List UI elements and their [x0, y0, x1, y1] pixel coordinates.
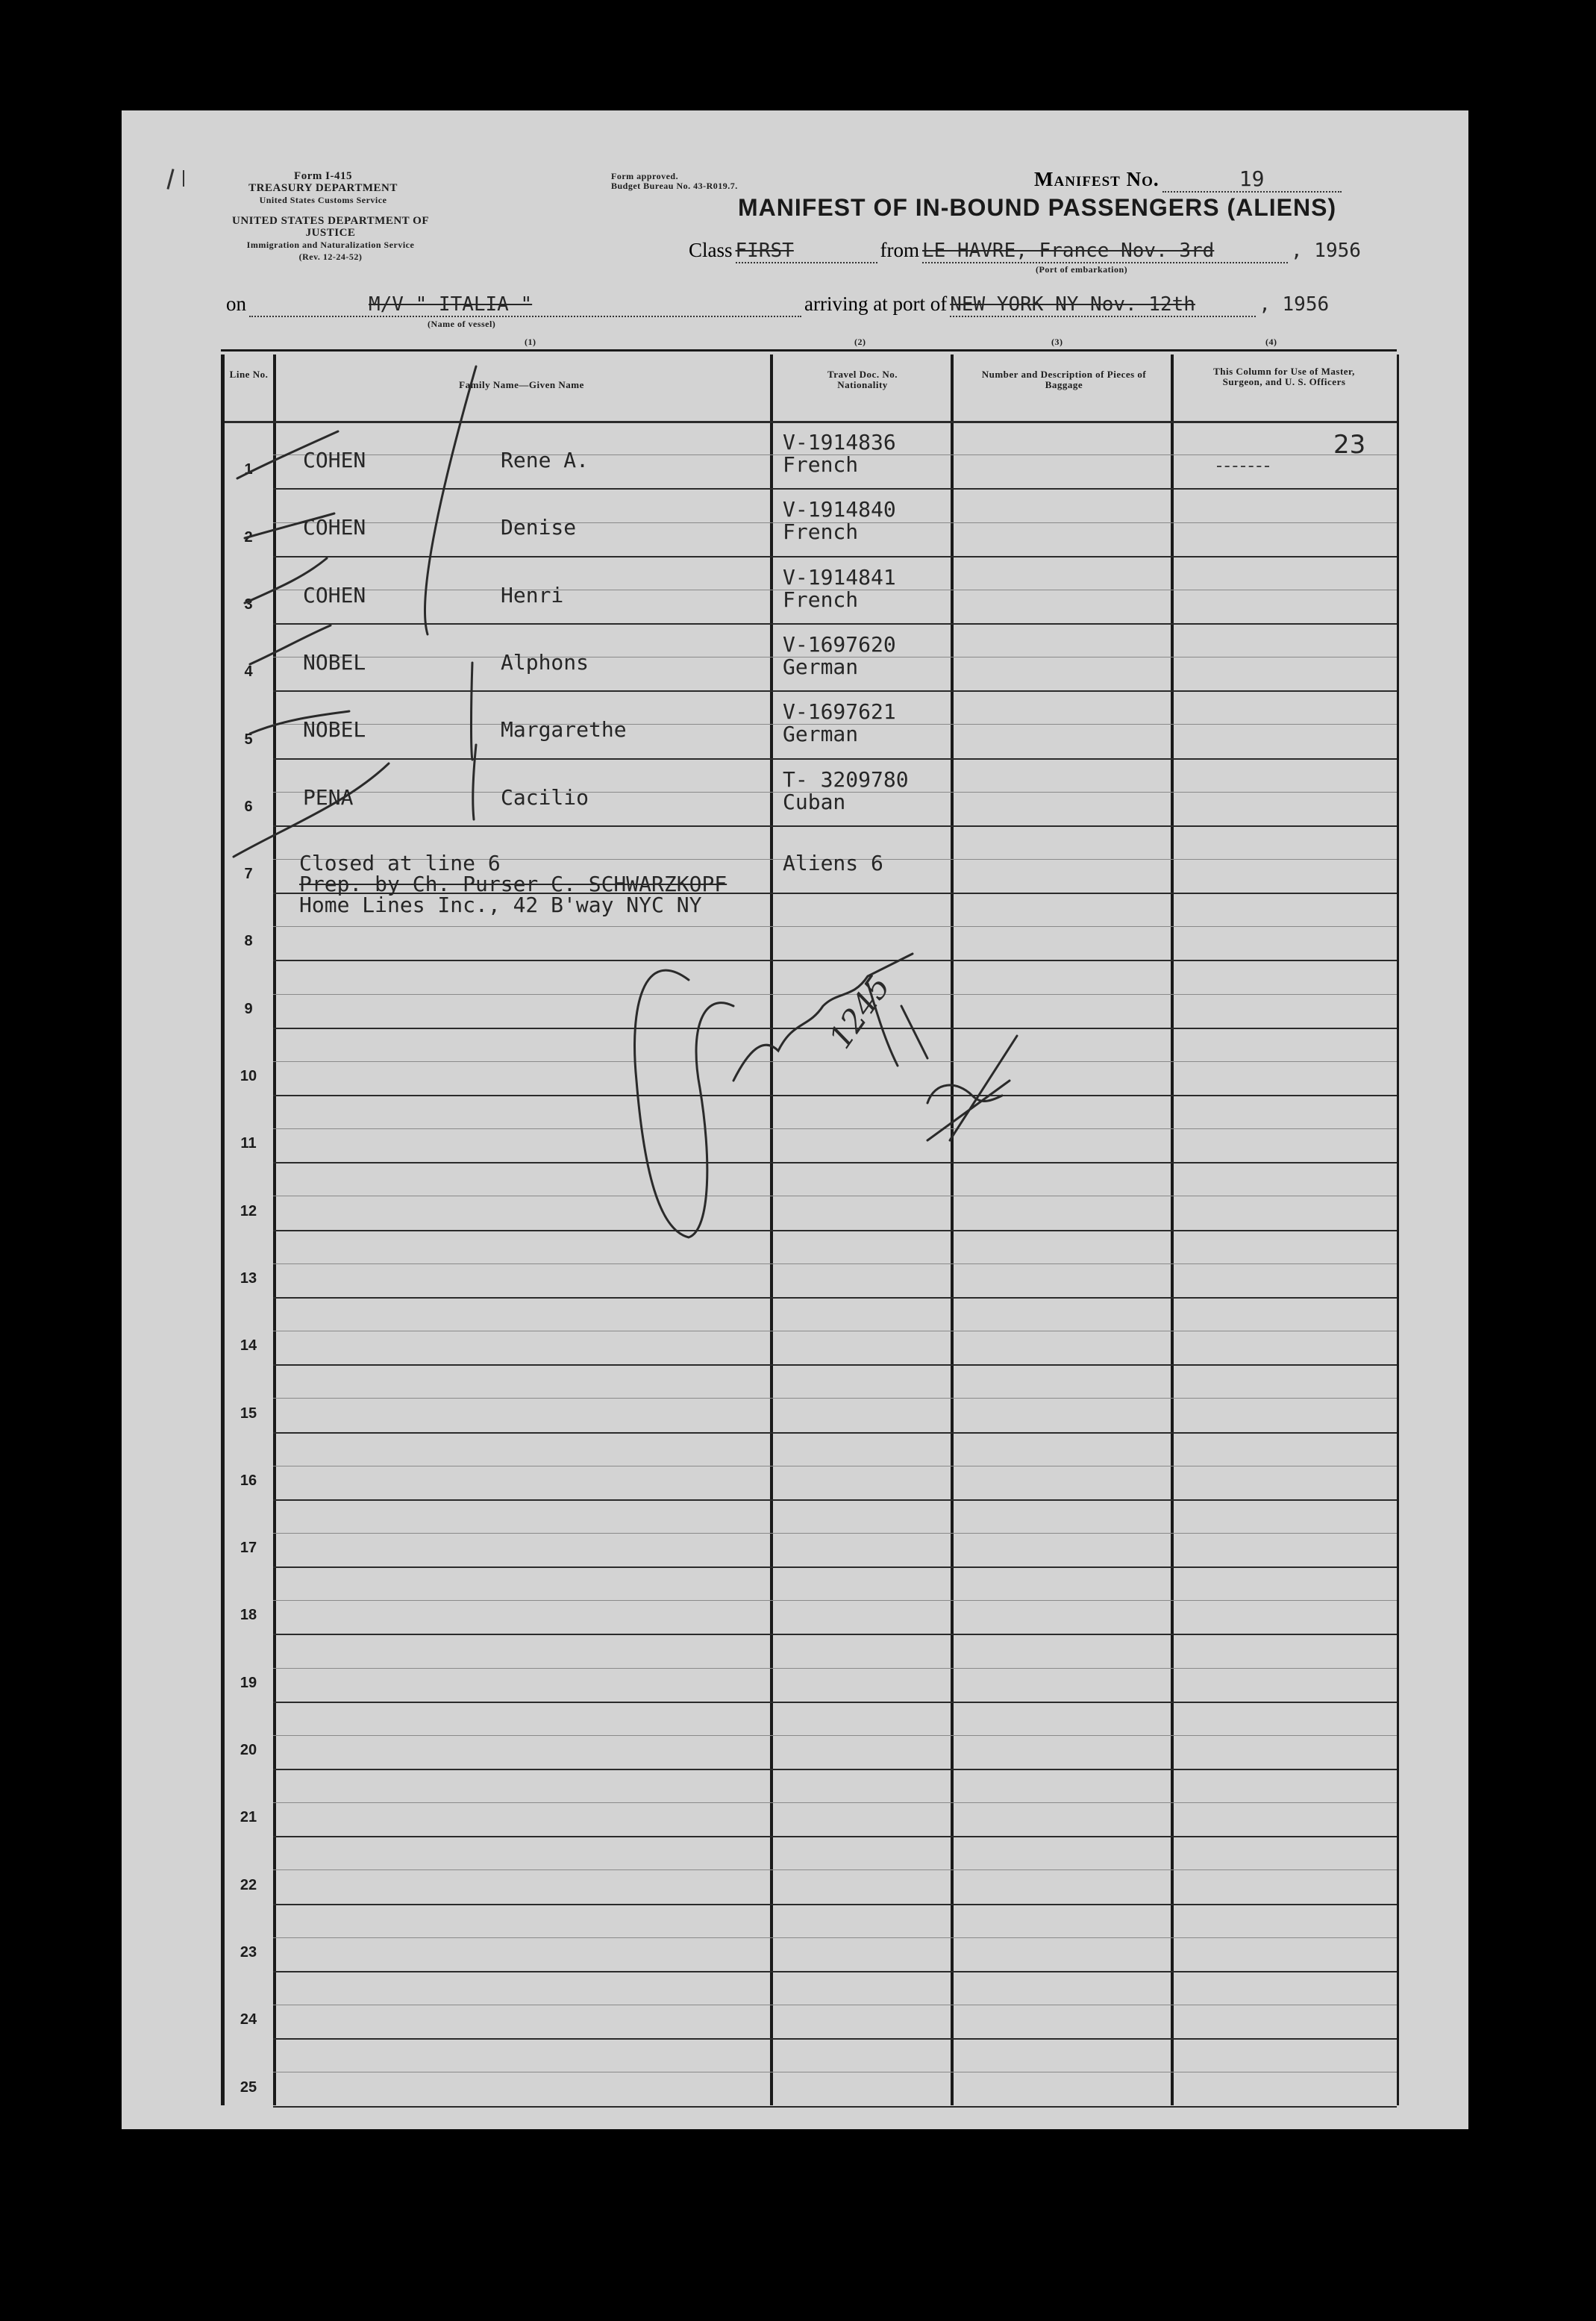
- travel-doc-number: V-1697620: [783, 631, 896, 657]
- officer-note: 23: [1333, 430, 1366, 460]
- budget-bureau: Budget Bureau No. 43-R019.7.: [611, 181, 738, 191]
- handwritten-number: 1245: [822, 969, 898, 1055]
- travel-doc-number: V-1697621: [783, 699, 896, 725]
- line-number: 16: [240, 1472, 257, 1489]
- given-name: Cacilio: [501, 784, 589, 810]
- on-label: on: [226, 293, 246, 315]
- given-name: Margarethe: [501, 717, 627, 743]
- arriving-label: arriving at port of: [804, 293, 948, 315]
- class-label: Class: [689, 239, 733, 261]
- header-travel-doc: Travel Doc. No. Nationality: [827, 369, 898, 390]
- bracket-line: [425, 366, 476, 634]
- line-number: 22: [240, 1876, 257, 1893]
- col-number-3: (3): [1051, 337, 1063, 347]
- justice-dept: UNITED STATES DEPARTMENT OF JUSTICE: [232, 215, 429, 239]
- line-number: 15: [240, 1405, 257, 1422]
- line-number: 12: [240, 1202, 257, 1219]
- travel-doc-number: V-1914836: [783, 430, 896, 454]
- signature: [635, 970, 733, 1237]
- line-number: 4: [244, 663, 253, 681]
- revision: (Rev. 12-24-52): [298, 252, 363, 262]
- travel-doc-number: V-1914840: [783, 497, 896, 522]
- handwriting-overlay: [122, 110, 1468, 2129]
- closing-line-3: Home Lines Inc., 42 B'way NYC NY: [299, 893, 702, 917]
- line-number: 21: [240, 1809, 257, 1826]
- line-number: 11: [240, 1135, 257, 1152]
- line-number: 3: [244, 596, 253, 613]
- col-number-1: (1): [525, 337, 536, 347]
- line-number: 10: [240, 1068, 257, 1084]
- customs-service: United States Customs Service: [259, 195, 387, 205]
- ins-service: Immigration and Naturalization Service: [246, 240, 415, 250]
- family-name: PENA: [303, 784, 354, 810]
- check-mark: [237, 431, 338, 478]
- line-number: 19: [240, 1674, 257, 1691]
- closing-line-1: Closed at line 6: [299, 851, 501, 875]
- signature: [927, 1036, 1017, 1140]
- given-name: Rene A.: [501, 448, 589, 472]
- bracket-line: [473, 745, 476, 819]
- aliens-count: Aliens 6: [783, 851, 883, 875]
- form-approved: Form approved.: [611, 171, 679, 181]
- from-value: LE HAVRE, France Nov. 3rd: [922, 240, 1215, 262]
- given-name: Denise: [501, 515, 577, 540]
- line-number: 23: [240, 1943, 257, 1961]
- line-number: 13: [240, 1269, 257, 1287]
- line-number: 20: [240, 1742, 257, 1758]
- signature: [733, 954, 913, 1081]
- vessel-value: M/V " ITALIA ": [369, 293, 533, 316]
- family-name: NOBEL: [303, 649, 366, 675]
- closing-line-2: Prep. by Ch. Purser C. SCHWARZKOPF: [299, 872, 727, 896]
- line-number: 5: [244, 731, 253, 748]
- line-number: 8: [244, 933, 253, 950]
- nationality: German: [783, 654, 859, 679]
- line-number: 9: [244, 1000, 253, 1017]
- line-number: 14: [240, 1337, 257, 1355]
- bracket-line: [472, 663, 473, 760]
- family-name: COHEN: [303, 515, 366, 540]
- check-mark: [245, 558, 327, 603]
- arrival-value: NEW YORK NY Nov. 12th: [950, 293, 1195, 316]
- treasury-dept: TREASURY DEPARTMENT: [248, 182, 398, 194]
- header-line-no: Line No.: [229, 369, 269, 380]
- nationality: French: [783, 587, 859, 612]
- vessel-caption: (Name of vessel): [428, 319, 496, 329]
- family-name: COHEN: [303, 582, 366, 607]
- family-name: COHEN: [303, 448, 366, 472]
- page-title: MANIFEST OF IN-BOUND PASSENGERS (ALIENS): [738, 194, 1337, 221]
- form-number: Form I-415: [294, 170, 352, 182]
- header-baggage: Number and Description of Pieces of Baggage: [981, 369, 1147, 390]
- check-mark: [250, 711, 349, 734]
- col-number-4: (4): [1265, 337, 1277, 347]
- line-number: 2: [244, 528, 253, 546]
- port-caption: (Port of embarkation): [1036, 264, 1128, 275]
- nationality: French: [783, 519, 859, 545]
- manifest-label: Manifest No.: [1034, 168, 1160, 190]
- travel-doc-number: T- 3209780: [783, 766, 909, 792]
- manifest-page: [122, 110, 1468, 2129]
- col-number-2: (2): [854, 337, 866, 347]
- family-name: NOBEL: [303, 717, 366, 743]
- given-name: Henri: [501, 582, 564, 607]
- year-embark: , 1956: [1291, 240, 1361, 262]
- line-number: 1: [244, 461, 253, 478]
- nationality: French: [783, 452, 859, 477]
- line-number: 6: [244, 798, 253, 815]
- line-number: 7: [244, 866, 253, 883]
- header-name: Family Name—Given Name: [459, 379, 584, 390]
- check-mark: [250, 625, 331, 664]
- header-officers: This Column for Use of Master, Surgeon, and U. S. Officers: [1213, 366, 1355, 387]
- nationality: Cuban: [783, 789, 846, 814]
- given-name: Alphons: [501, 649, 589, 675]
- class-value: FIRST: [735, 240, 794, 262]
- line-number: 24: [240, 2011, 257, 2028]
- line-number: 18: [240, 1607, 257, 1624]
- line-number: 17: [240, 1540, 257, 1557]
- nationality: German: [783, 722, 859, 747]
- check-mark: [234, 763, 389, 857]
- travel-doc-number: V-1914841: [783, 564, 896, 590]
- from-label: from: [880, 239, 919, 261]
- manifest-number: 19: [1239, 166, 1265, 191]
- year-arrival: , 1956: [1259, 293, 1330, 316]
- line-number: 25: [240, 2078, 257, 2096]
- check-mark: [245, 513, 334, 538]
